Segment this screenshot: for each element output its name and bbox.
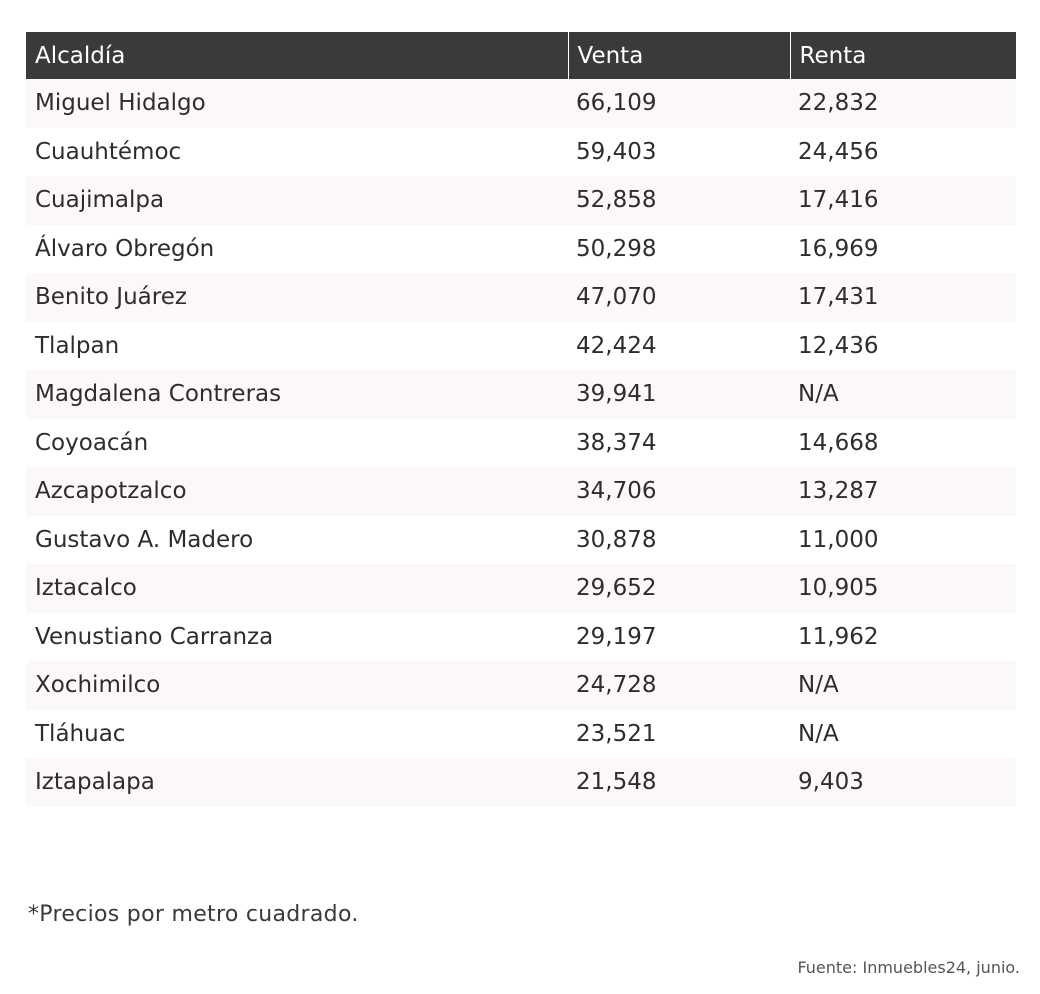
source-credit: Fuente: Inmuebles24, junio. [797,958,1020,977]
cell-alcaldia: Xochimilco [26,661,568,710]
table-row [26,661,1016,710]
cell-venta: 47,070 [568,273,790,322]
cell-venta: 39,941 [568,370,790,419]
cell-renta: 13,287 [790,467,1016,516]
table-row [26,176,1016,225]
header-row [26,32,1016,79]
cell-venta: 66,109 [568,79,790,128]
cell-venta: 42,424 [568,322,790,371]
cell-venta: 30,878 [568,516,790,565]
cell-alcaldia: Iztacalco [26,564,568,613]
footnote: *Precios por metro cuadrado. [28,902,359,927]
header-renta: Renta [790,32,1016,79]
cell-alcaldia: Iztapalapa [26,758,568,807]
cell-venta: 29,197 [568,613,790,662]
cell-renta: N/A [790,661,1016,710]
table-row [26,467,1016,516]
cell-alcaldia: Miguel Hidalgo [26,79,568,128]
table-row [26,516,1016,565]
cell-renta: N/A [790,710,1016,759]
table-row [26,419,1016,468]
table-row [26,710,1016,759]
cell-venta: 59,403 [568,128,790,177]
cell-renta: 14,668 [790,419,1016,468]
cell-alcaldia: Tláhuac [26,710,568,759]
table-header [26,32,1016,79]
header-venta: Venta [568,32,790,79]
cell-venta: 52,858 [568,176,790,225]
cell-venta: 29,652 [568,564,790,613]
table-row [26,79,1016,128]
cell-venta: 50,298 [568,225,790,274]
cell-alcaldia: Álvaro Obregón [26,225,568,274]
cell-alcaldia: Cuauhtémoc [26,128,568,177]
header-alcaldia: Alcaldía [26,32,568,79]
table-row [26,613,1016,662]
cell-renta: 16,969 [790,225,1016,274]
table-row [26,128,1016,177]
table-body [26,79,1016,807]
table-row [26,225,1016,274]
cell-venta: 23,521 [568,710,790,759]
table-row [26,370,1016,419]
table-row [26,758,1016,807]
cell-alcaldia: Azcapotzalco [26,467,568,516]
cell-alcaldia: Venustiano Carranza [26,613,568,662]
cell-venta: 38,374 [568,419,790,468]
table-row [26,273,1016,322]
cell-renta: 9,403 [790,758,1016,807]
cell-alcaldia: Magdalena Contreras [26,370,568,419]
cell-renta: 22,832 [790,79,1016,128]
table-row [26,322,1016,371]
cell-renta: 10,905 [790,564,1016,613]
cell-renta: 24,456 [790,128,1016,177]
cell-alcaldia: Coyoacán [26,419,568,468]
cell-renta: 11,000 [790,516,1016,565]
table-row [26,564,1016,613]
cell-renta: N/A [790,370,1016,419]
cell-alcaldia: Tlalpan [26,322,568,371]
cell-alcaldia: Gustavo A. Madero [26,516,568,565]
cell-alcaldia: Benito Juárez [26,273,568,322]
cell-renta: 11,962 [790,613,1016,662]
cell-alcaldia: Cuajimalpa [26,176,568,225]
cell-venta: 34,706 [568,467,790,516]
cell-renta: 17,416 [790,176,1016,225]
cell-venta: 24,728 [568,661,790,710]
cell-venta: 21,548 [568,758,790,807]
price-table [26,32,1016,807]
cell-renta: 17,431 [790,273,1016,322]
cell-renta: 12,436 [790,322,1016,371]
